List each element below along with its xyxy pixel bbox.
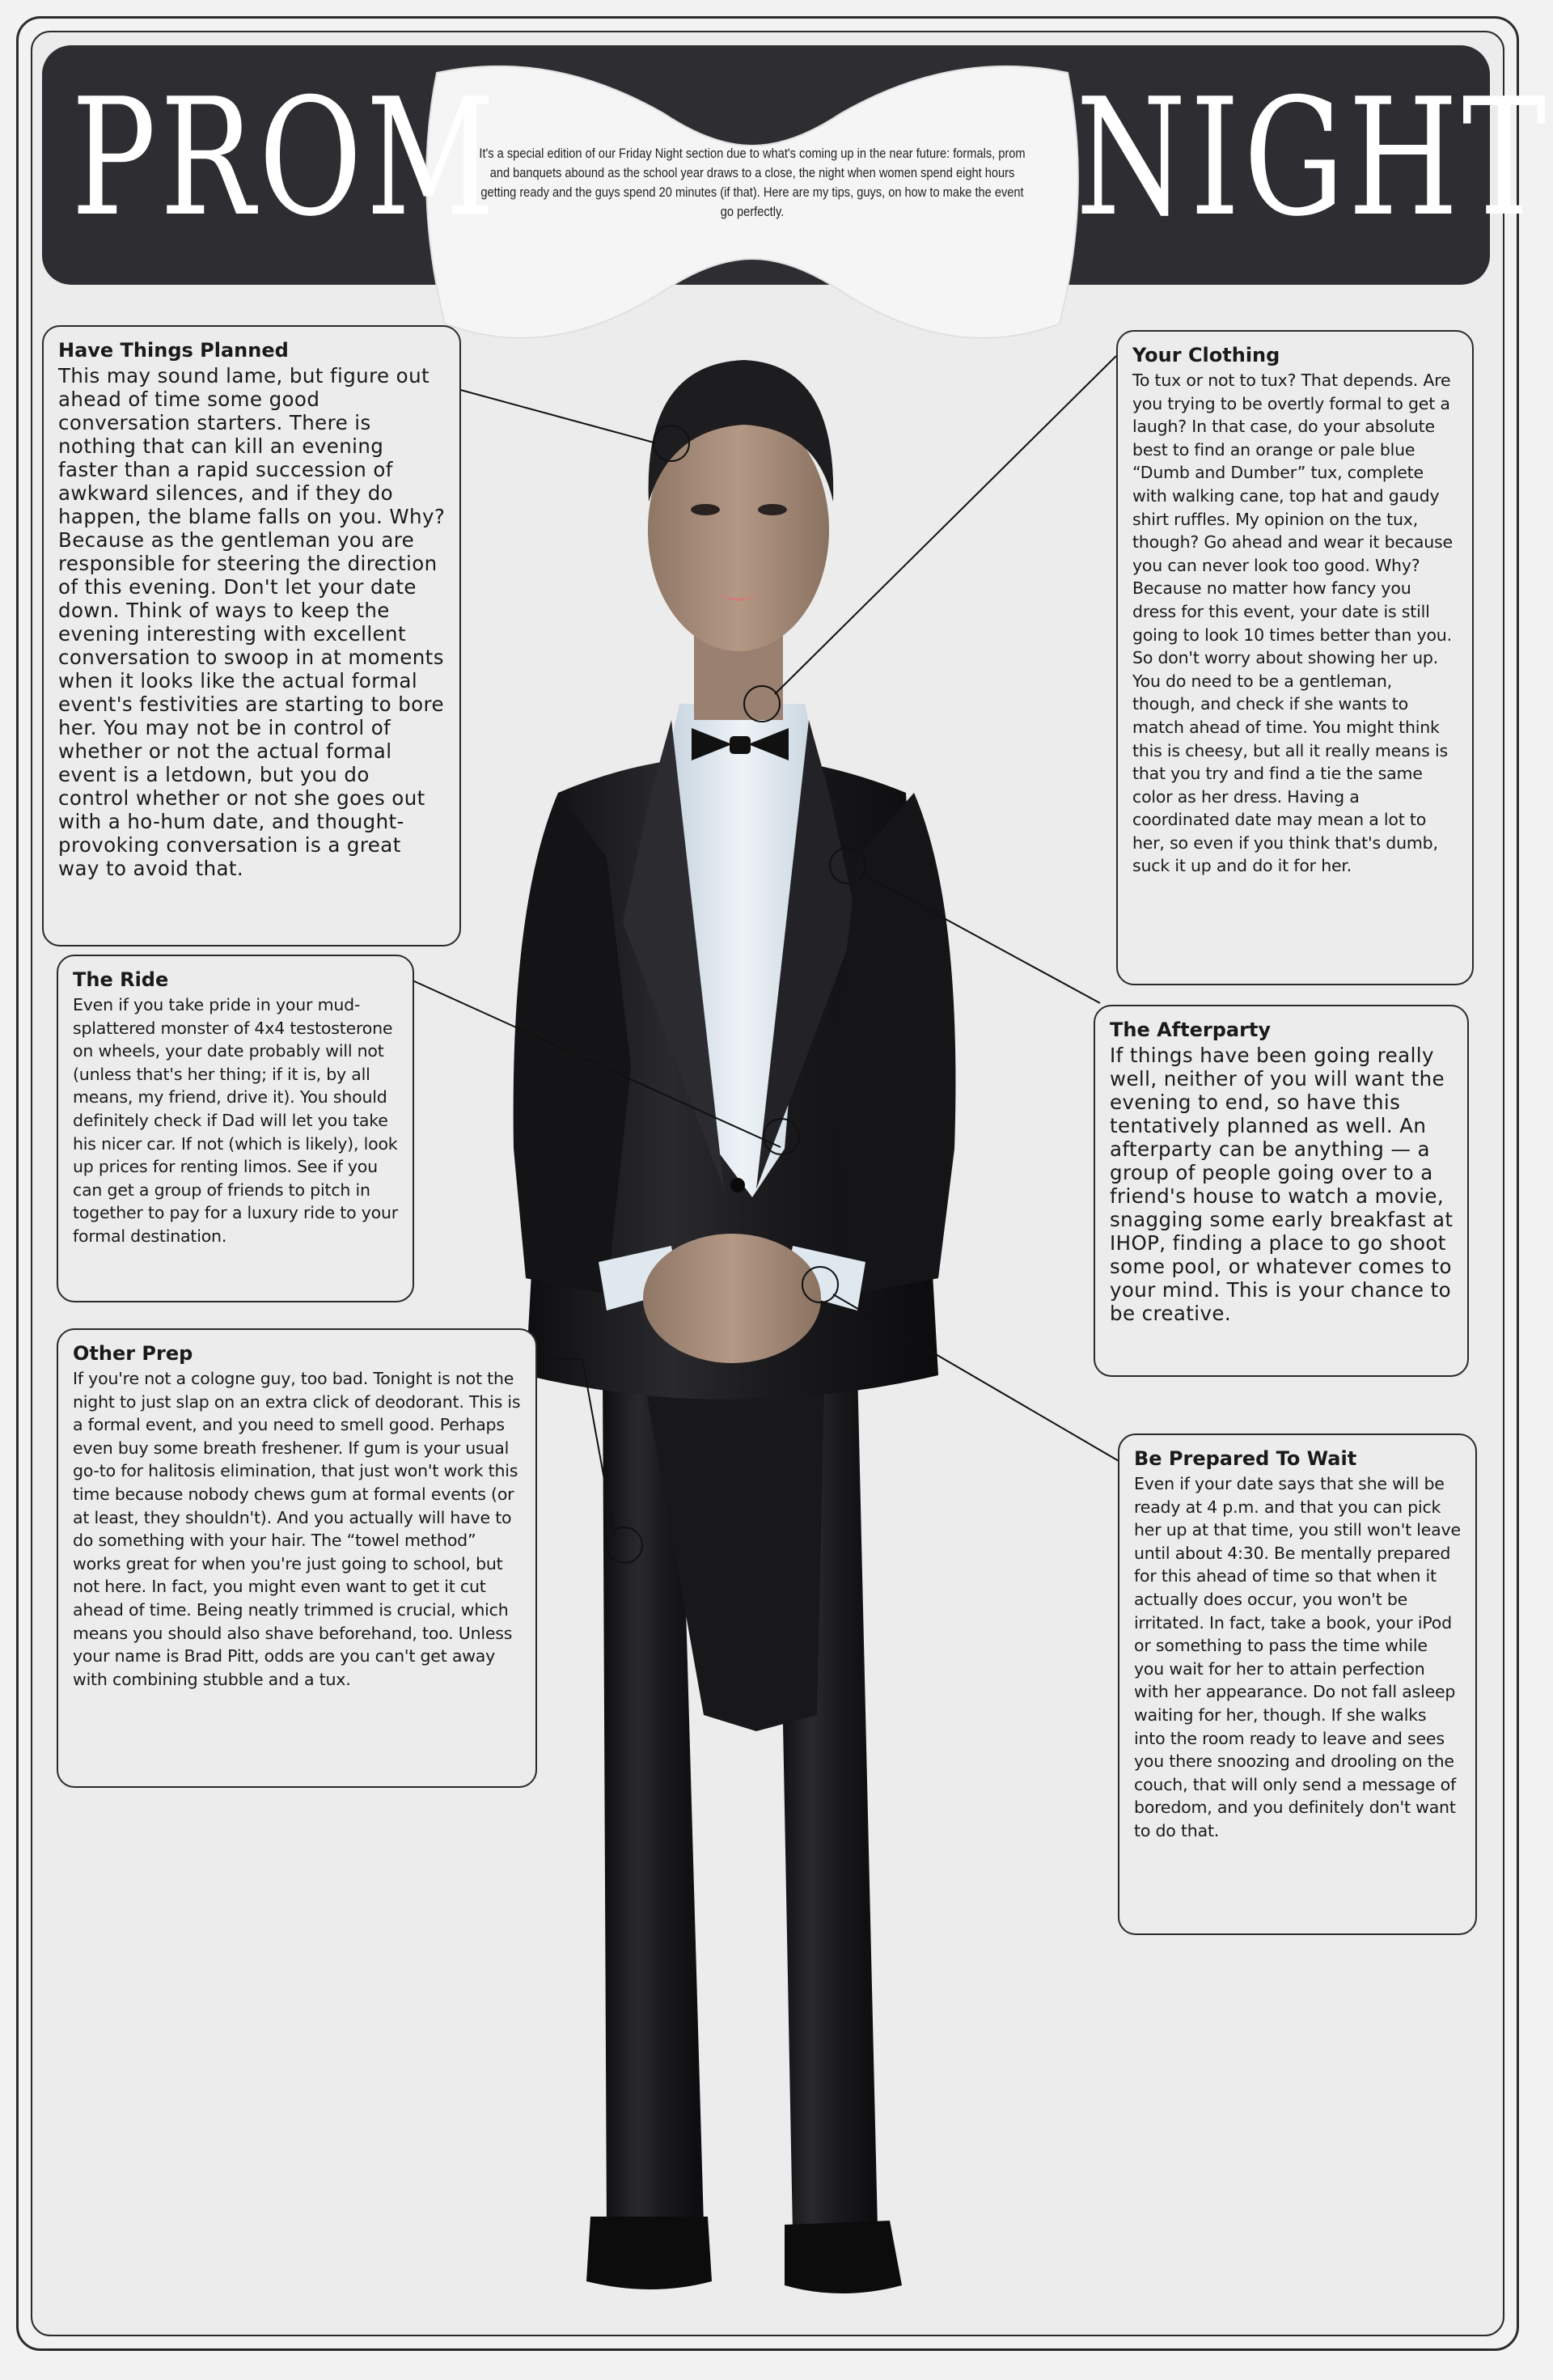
tip-title: Have Things Planned xyxy=(58,339,289,362)
title-night: NIGHT xyxy=(1076,64,1551,252)
tip-other-prep xyxy=(57,1328,537,1788)
tip-your-clothing xyxy=(1116,330,1474,985)
tip-the-afterparty xyxy=(1094,1005,1469,1377)
tip-body: This may sound lame, but figure out ahead of time some good conversation starters. There is nothing that can kill an evening faster than a rapid succession of awkward silences, and if they do happen, the blame falls on you. Why? Because as the gentleman you are responsible for steering the direction of this evening. Don't let your date down. Think of ways to keep the evening interesting with excellent conversation to swoop in at moments when it looks like the actual formal event's festivities are starting to bore her. You may not be in control of whether or not the actual formal event is a letdown, but you do control whether or not she goes out with a ho-hum date, and thought-provoking conversation is a great way to avoid that. xyxy=(58,364,446,880)
tip-body: To tux or not to tux? That depends. Are you trying to be overtly formal to get a laugh? In that case, do your absolute best to find an orange or pale blue “Dumb and Dumber” tux, complete with walking cane, top hat and gaudy shirt ruffles. My opinion on the tux, though? Go ahead and wear it because you can never look too good. Why? Because no matter how fancy you dress for this event, your date is still going to look 10 times better than you. So don't worry about showing her up. You do need to be a gentleman, though, and check if she wants to match ahead of time. You might think this is cheesy, but all it really means is that you try and find a tie the same color as her dress. Having a coordinated date may mean a lot to her, so even if you think that's dumb, suck it up and do it for her. xyxy=(1132,371,1453,876)
tip-body: If things have been going really well, neither of you will want the evening to end, so have this tentatively planned as well. An afterparty can be anything — a group of people going over to a friend's house to watch a movie, snagging some early breakfast at IHOP, finding a place to go shoot some pool, or whatever comes to your mind. This is your chance to be creative. xyxy=(1110,1044,1454,1325)
tip-title: The Afterparty xyxy=(1110,1018,1272,1041)
tip-the-ride xyxy=(57,955,414,1302)
tip-be-prepared-to-wait xyxy=(1118,1434,1477,1935)
tip-body: If you're not a cologne guy, too bad. Tonight is not the night to just slap on an extra click of deodorant. This is a formal event, and you need to smell good. Perhaps even buy some breath freshener. If gum is your usual go-to for halitosis elimination, that just won't work this time because nobody chews gum at formal events (or at least, they shouldn't). And you actually will have to do something with your hair. The “towel method” works great for when you're just going to school, but not here. In fact, you might even want to get it cut ahead of time. Being neatly trimmed is crucial, which means you should also shave beforehand, too. Unless your name is Brad Pitt, odds are you can't get away with combining stubble and a tux. xyxy=(73,1369,521,1689)
tip-title: The Ride xyxy=(73,968,169,991)
tip-body: Even if you take pride in your mud-splattered monster of 4x4 testosterone on wheels, your date probably will not (unless that's her thing; if it is, by all means, my friend, drive it). You should definitely check if Dad will let you take his nicer car. If not (which is likely), look up prices for renting limos. See if you can get a group of friends to pitch in together to pay for a luxury ride to your formal destination. xyxy=(73,995,399,1246)
tip-body: Even if your date says that she will be ready at 4 p.m. and that you can pick her up at that time, you still won't leave until about 4:30. Be mentally prepared for this ahead of time so that when it actually does occur, you won't be irritated. In fact, take a book, your iPod or something to pass the time while you wait for her to attain perfection with her appearance. Do not fall asleep waiting for her, though. If she walks into the room ready to leave and sees you there snoozing and drooling on the couch, that will only send a message of boredom, and you definitely don't want to do that. xyxy=(1134,1474,1461,1840)
tip-title: Your Clothing xyxy=(1132,344,1280,366)
tip-title: Be Prepared To Wait xyxy=(1134,1447,1357,1470)
tip-have-things-planned xyxy=(42,325,461,946)
intro-text: It's a special edition of our Friday Night section due to what's coming up in the near future: formals, prom and banquets abound as the school year draws to a close, the night when women spend eight hours getting ready and the guys spend 20 minutes (if that). Here are my tips, guys, on how to make the event go perfectly. xyxy=(479,146,1026,219)
title-prom: PROM xyxy=(71,64,499,252)
tip-title: Other Prep xyxy=(73,1342,193,1365)
